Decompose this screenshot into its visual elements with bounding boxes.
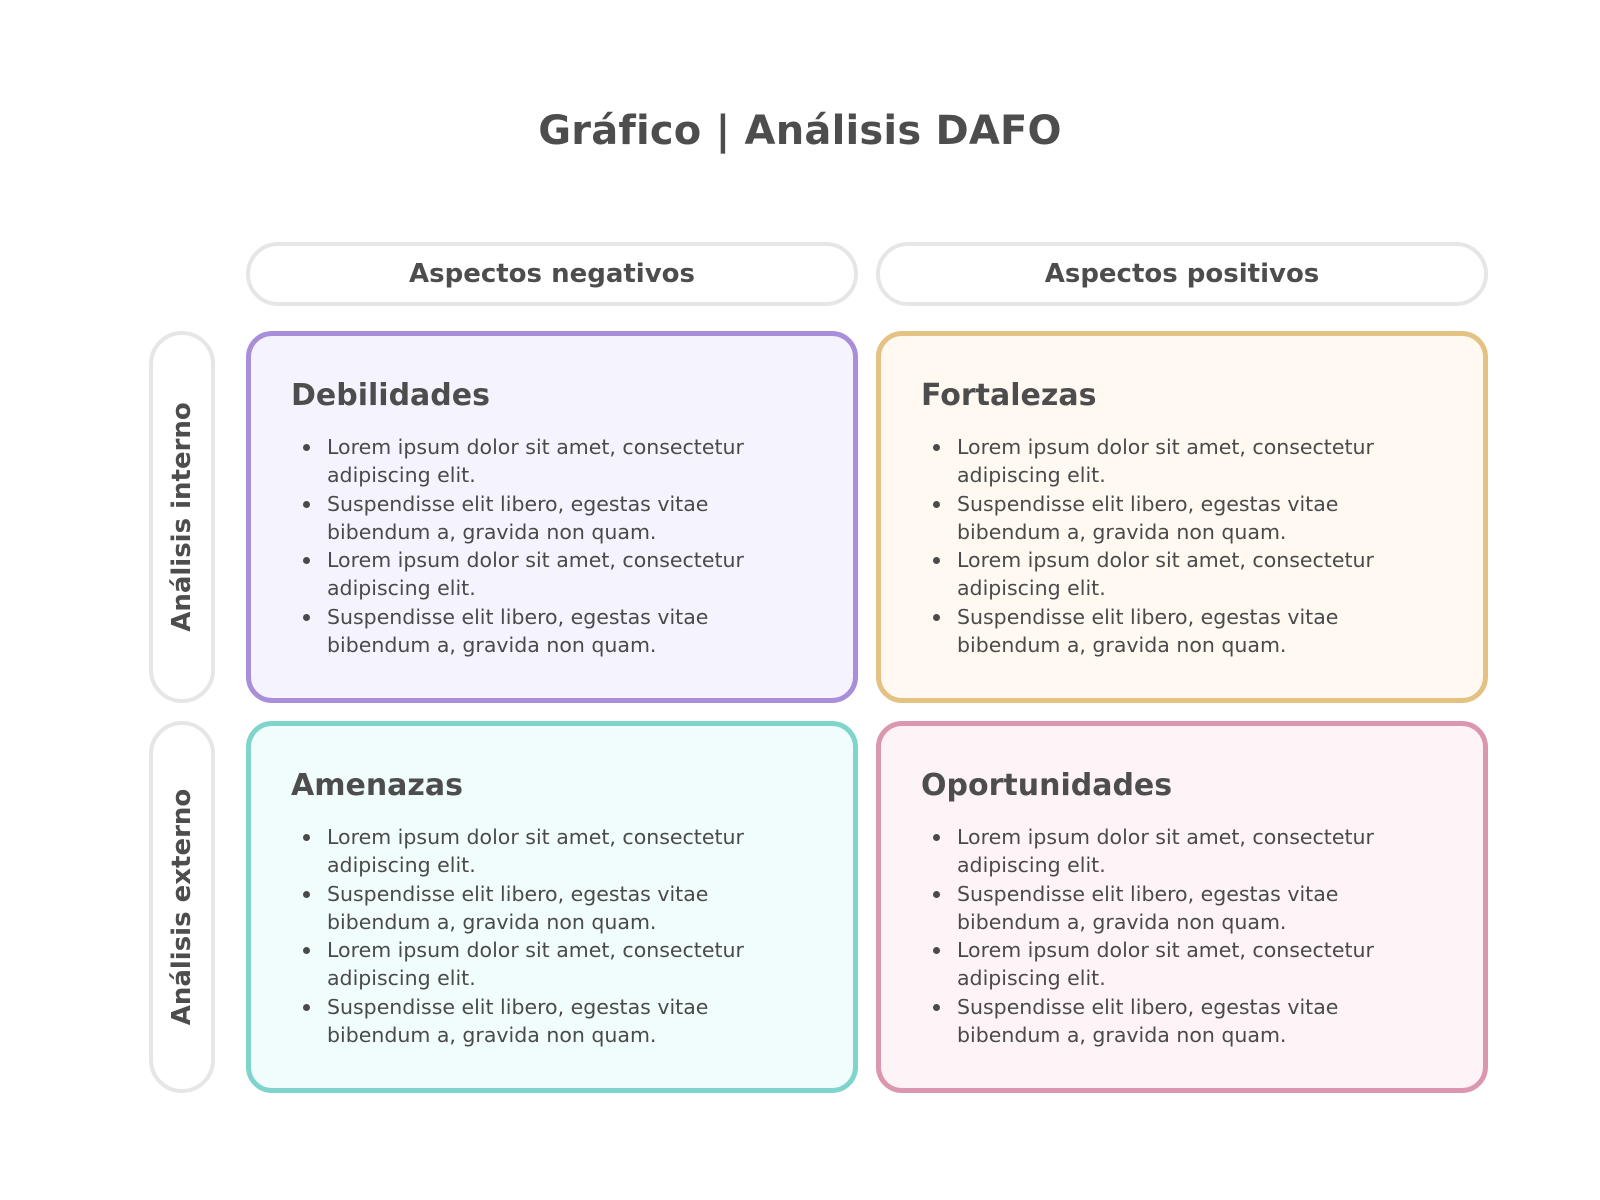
quadrant-opportunities-list bbox=[921, 823, 1443, 1049]
list-item: Lorem ipsum dolor sit amet, consectetur adipiscing elit. bbox=[291, 433, 811, 490]
list-item: Suspendisse elit libero, egestas vitae bibendum a, gravida non quam. bbox=[921, 993, 1441, 1050]
quadrant-threats-list bbox=[291, 823, 813, 1049]
quadrant-strengths-list bbox=[921, 433, 1443, 659]
column-header-positive bbox=[876, 242, 1488, 306]
quadrant-weaknesses-title: Debilidades bbox=[291, 378, 490, 413]
row-header-external bbox=[149, 721, 215, 1093]
list-item: Lorem ipsum dolor sit amet, consectetur adipiscing elit. bbox=[291, 936, 811, 993]
list-item: Lorem ipsum dolor sit amet, consectetur adipiscing elit. bbox=[921, 936, 1441, 993]
column-header-positive-label: Aspectos positivos bbox=[1044, 259, 1320, 289]
quadrant-threats-title: Amenazas bbox=[291, 768, 463, 803]
column-header-negative bbox=[246, 242, 858, 306]
list-item: Suspendisse elit libero, egestas vitae bibendum a, gravida non quam. bbox=[921, 880, 1441, 937]
quadrant-opportunities bbox=[876, 721, 1488, 1093]
quadrant-weaknesses bbox=[246, 331, 858, 703]
row-header-internal-label: Análisis interno bbox=[167, 402, 197, 632]
list-item: Suspendisse elit libero, egestas vitae bibendum a, gravida non quam. bbox=[291, 603, 811, 660]
list-item: Suspendisse elit libero, egestas vitae bibendum a, gravida non quam. bbox=[291, 490, 811, 547]
list-item: Lorem ipsum dolor sit amet, consectetur adipiscing elit. bbox=[921, 433, 1441, 490]
list-item: Suspendisse elit libero, egestas vitae bibendum a, gravida non quam. bbox=[291, 880, 811, 937]
list-item: Lorem ipsum dolor sit amet, consectetur adipiscing elit. bbox=[921, 546, 1441, 603]
list-item: Lorem ipsum dolor sit amet, consectetur adipiscing elit. bbox=[291, 823, 811, 880]
list-item: Suspendisse elit libero, egestas vitae bibendum a, gravida non quam. bbox=[291, 993, 811, 1050]
row-header-internal bbox=[149, 331, 215, 703]
list-item: Lorem ipsum dolor sit amet, consectetur adipiscing elit. bbox=[921, 823, 1441, 880]
quadrant-opportunities-title: Oportunidades bbox=[921, 768, 1173, 803]
list-item: Suspendisse elit libero, egestas vitae bibendum a, gravida non quam. bbox=[921, 490, 1441, 547]
quadrant-threats bbox=[246, 721, 858, 1093]
list-item: Suspendisse elit libero, egestas vitae bibendum a, gravida non quam. bbox=[921, 603, 1441, 660]
list-item: Lorem ipsum dolor sit amet, consectetur adipiscing elit. bbox=[291, 546, 811, 603]
column-header-negative-label: Aspectos negativos bbox=[409, 259, 695, 289]
page-title: Gráfico | Análisis DAFO bbox=[538, 108, 1062, 154]
quadrant-weaknesses-list bbox=[291, 433, 813, 659]
row-header-external-label: Análisis externo bbox=[167, 788, 197, 1026]
quadrant-strengths-title: Fortalezas bbox=[921, 378, 1097, 413]
quadrant-strengths bbox=[876, 331, 1488, 703]
